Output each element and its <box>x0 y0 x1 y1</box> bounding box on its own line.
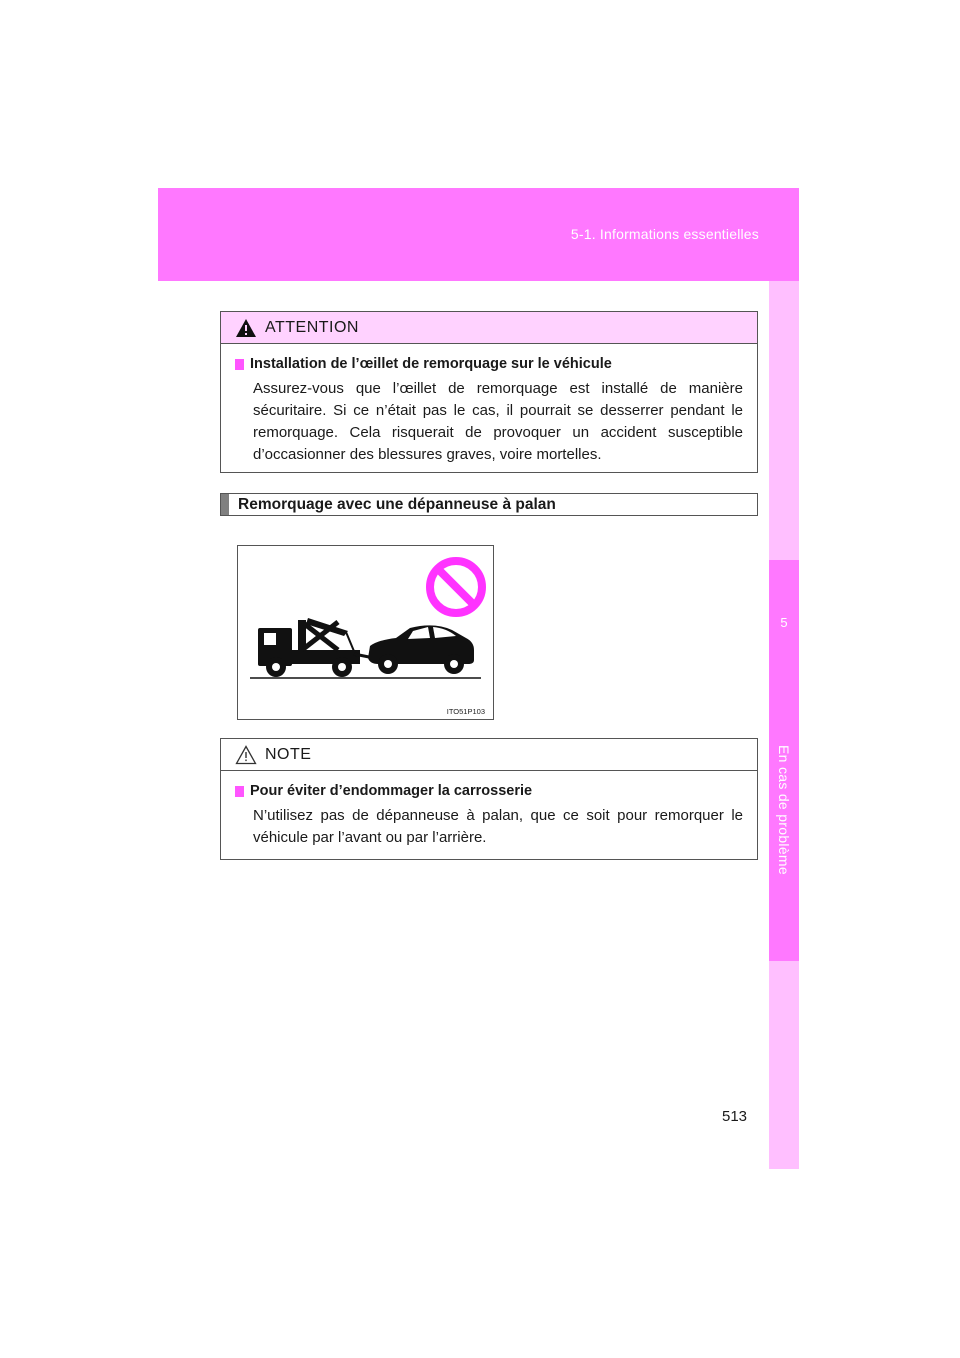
chapter-number: 5 <box>780 615 788 630</box>
warning-icon <box>235 318 257 338</box>
tow-scene <box>238 546 493 719</box>
note-subtitle: Pour éviter d’endommager la carrosserie <box>235 783 743 799</box>
caution-outline-icon <box>235 745 257 765</box>
section-header: 5-1. Informations essentielles <box>570 226 759 242</box>
header-band <box>158 188 799 281</box>
attention-subtitle: Installation de l’œillet de remorquage sur le véhicule <box>235 356 743 372</box>
car-icon <box>368 625 474 674</box>
note-box <box>220 738 758 860</box>
attention-header <box>221 312 757 344</box>
note-header <box>221 739 757 771</box>
bullet-square-icon <box>235 359 244 370</box>
attention-box <box>220 311 758 473</box>
bullet-square-icon <box>235 786 244 797</box>
section-title: Remorquage avec une dépanneuse à palan <box>220 493 758 516</box>
section-bar <box>221 494 229 515</box>
prohibited-icon <box>430 561 482 613</box>
chapter-tab[interactable] <box>769 560 799 961</box>
chapter-label: En cas de problème <box>776 745 792 875</box>
tow-truck-icon <box>258 618 374 677</box>
figure-code: ITO51P103 <box>446 707 485 716</box>
attention-title: ATTENTION <box>265 318 359 336</box>
attention-text: Assurez-vous que l’œillet de remorquage est installé de manière sécuritaire. Si ce n’était pas le cas, il pourrait se desserrer pendant le remorquage. Cela risquerait de provoquer un accident susceptible d’occasionner des blessures graves, voire mortelles. <box>253 380 743 463</box>
note-text: N’utilisez pas de dépanneuse à palan, que ce soit pour remorquer le véhicule par l’avant ou par l’arrière. <box>253 807 743 846</box>
page-number: 513 <box>722 1108 748 1125</box>
tow-illustration <box>237 545 494 720</box>
note-title: NOTE <box>265 745 312 763</box>
